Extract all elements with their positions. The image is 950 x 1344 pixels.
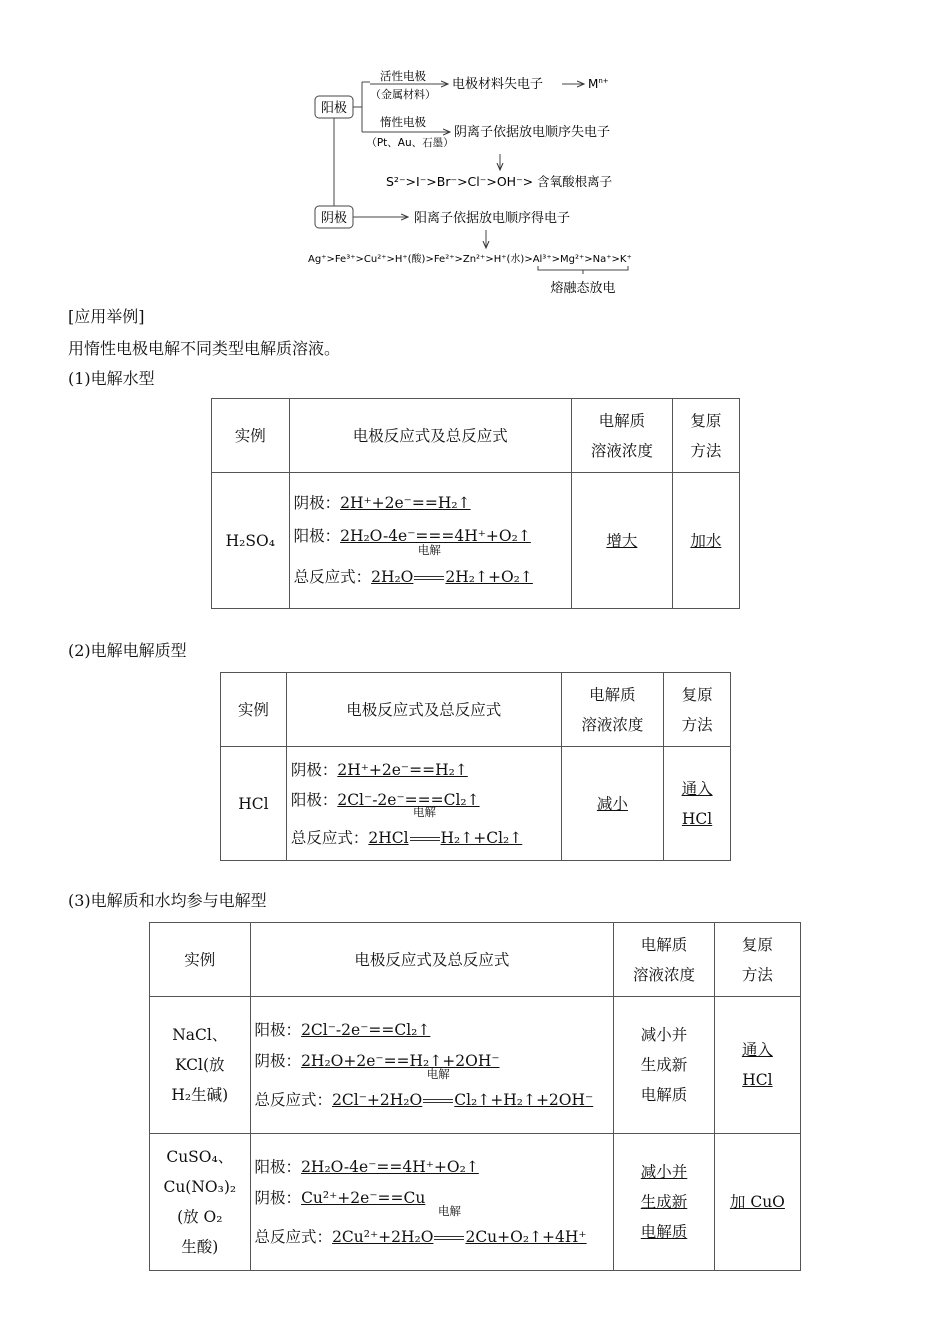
- reactions-cell: [250, 1134, 614, 1271]
- example-cell: HCl: [221, 747, 287, 861]
- anode-equation: 2Cl⁻-2e⁻===Cl₂↑: [337, 790, 480, 809]
- method-cell: 通入 HCl: [664, 747, 731, 861]
- cathode-result: 阳离子依据放电顺序得电子: [414, 211, 571, 226]
- intro-text: 用惰性电极电解不同类型电解质溶液。: [68, 339, 341, 358]
- concentration-cell: 减小: [561, 747, 664, 861]
- active-electrode-label: 活性电极: [380, 69, 426, 83]
- cathode-line: 阴极：2H⁺+2e⁻==H₂↑: [293, 494, 471, 512]
- electrolysis-condition: 电解: [433, 1222, 465, 1253]
- cation-order: Ag⁺>Fe³⁺>Cu²⁺>H⁺(酸)>Fe²⁺>Zn²⁺>H⁺(水)>Al³⁺>Mg²⁺>Na⁺>K⁺: [308, 254, 632, 265]
- cathode-equation: 2H⁺+2e⁻==H₂↑: [340, 494, 471, 512]
- anode-line: 阳极：2Cl⁻-2e⁻===Cl₂↑: [290, 790, 480, 809]
- active-result: 电极材料失电子: [452, 77, 544, 92]
- example-cell: H₂SO₄: [212, 473, 290, 609]
- header-reactions: 电极反应式及总反应式: [289, 399, 571, 473]
- header-example: 实例: [212, 399, 290, 473]
- concentration-cell: 减小并 生成新 电解质: [614, 1134, 715, 1271]
- section1-title: (1)电解水型: [68, 369, 155, 388]
- inert-electrode-label: 惰性电极: [380, 115, 426, 129]
- anode-equation: 2Cl⁻-2e⁻==Cl₂↑: [301, 1020, 431, 1039]
- cathode-label: 阴极: [320, 211, 348, 226]
- header-example: 实例: [221, 673, 287, 747]
- cathode-equation: 2H⁺+2e⁻==H₂↑: [337, 760, 468, 779]
- header-concentration: 电解质 溶液浓度: [572, 399, 673, 473]
- header-method: 复原 方法: [664, 673, 731, 747]
- molten-note: 熔融态放电: [550, 281, 616, 296]
- concentration-cell: 减小并 生成新 电解质: [614, 997, 715, 1134]
- anode-bracket: [353, 82, 370, 132]
- total-line: 总反应式：2HCl 电解 H₂↑+Cl₂↑: [291, 823, 561, 853]
- total-line: 总反应式：2Cl⁻+2H₂O 电解 Cl₂↑+H₂↑+2OH⁻: [255, 1085, 614, 1116]
- cathode-line: 阴极：2H⁺+2e⁻==H₂↑: [290, 760, 468, 779]
- header-concentration: 电解质 溶液浓度: [561, 673, 664, 747]
- method-cell: 加 CuO: [714, 1134, 800, 1271]
- molten-bracket: [538, 266, 628, 274]
- table-electrolyze-electrolyte: [220, 672, 731, 861]
- example-cell: NaCl、 KCl(放 H₂生碱): [150, 997, 251, 1134]
- section-heading: [应用举例]: [68, 307, 145, 326]
- anode-equation: 2H₂O-4e⁻===4H⁺+O₂↑: [340, 527, 531, 545]
- table-electrolyze-water: [211, 398, 740, 609]
- table-electrolyte-and-water: [149, 922, 801, 1271]
- total-line: 总反应式：2H₂O 电解 2H₂↑+O₂↑: [294, 561, 571, 594]
- method-cell: 加水: [672, 473, 739, 609]
- header-method: 复原 方法: [714, 923, 800, 997]
- section2-title: (2)电解电解质型: [68, 641, 187, 660]
- electrolysis-condition: 电解: [422, 1085, 454, 1116]
- total-line: 总反应式：2Cu²⁺+2H₂O 电解 2Cu+O₂↑+4H⁺: [255, 1222, 614, 1253]
- header-example: 实例: [150, 923, 251, 997]
- active-electrode-note: （金属材料）: [370, 88, 436, 101]
- header-method: 复原 方法: [672, 399, 739, 473]
- reactions-cell: [286, 747, 561, 861]
- example-cell: CuSO₄、 Cu(NO₃)₂ (放 O₂ 生酸): [150, 1134, 251, 1271]
- section3-title: (3)电解质和水均参与电解型: [68, 891, 267, 910]
- header-reactions: 电极反应式及总反应式: [250, 923, 614, 997]
- anode-line: 阳极：2H₂O-4e⁻==4H⁺+O₂↑: [254, 1157, 479, 1176]
- cathode-equation: Cu²⁺+2e⁻==Cu: [301, 1188, 426, 1207]
- cathode-line: 阴极：Cu²⁺+2e⁻==Cu: [254, 1188, 426, 1207]
- reactions-cell: [289, 473, 571, 609]
- concentration-cell: 增大: [572, 473, 673, 609]
- anode-label: 阳极: [320, 101, 348, 116]
- electrolysis-discharge-diagram: [300, 62, 660, 302]
- header-concentration: 电解质 溶液浓度: [614, 923, 715, 997]
- anode-line: 阳极：2H₂O-4e⁻===4H⁺+O₂↑: [293, 527, 531, 545]
- anode-equation: 2H₂O-4e⁻==4H⁺+O₂↑: [301, 1157, 479, 1176]
- cathode-line: 阴极：2H₂O+2e⁻==H₂↑+2OH⁻: [254, 1051, 500, 1070]
- anode-line: 阳极：2Cl⁻-2e⁻==Cl₂↑: [254, 1020, 431, 1039]
- inert-electrode-note: （Pt、Au、石墨）: [366, 137, 454, 149]
- cathode-equation: 2H₂O+2e⁻==H₂↑+2OH⁻: [301, 1051, 500, 1070]
- electrolysis-condition: 电解: [413, 561, 445, 594]
- electrolysis-condition: 电解: [409, 823, 441, 853]
- active-product: $M^{n+}$: [588, 77, 609, 91]
- header-reactions: 电极反应式及总反应式: [286, 673, 561, 747]
- anion-order: S²⁻>I⁻>Br⁻>Cl⁻>OH⁻> 含氧酸根离子: [386, 174, 613, 189]
- method-cell: 通入 HCl: [714, 997, 800, 1134]
- reactions-cell: [250, 997, 614, 1134]
- inert-result: 阴离子依据放电顺序失电子: [454, 125, 611, 140]
